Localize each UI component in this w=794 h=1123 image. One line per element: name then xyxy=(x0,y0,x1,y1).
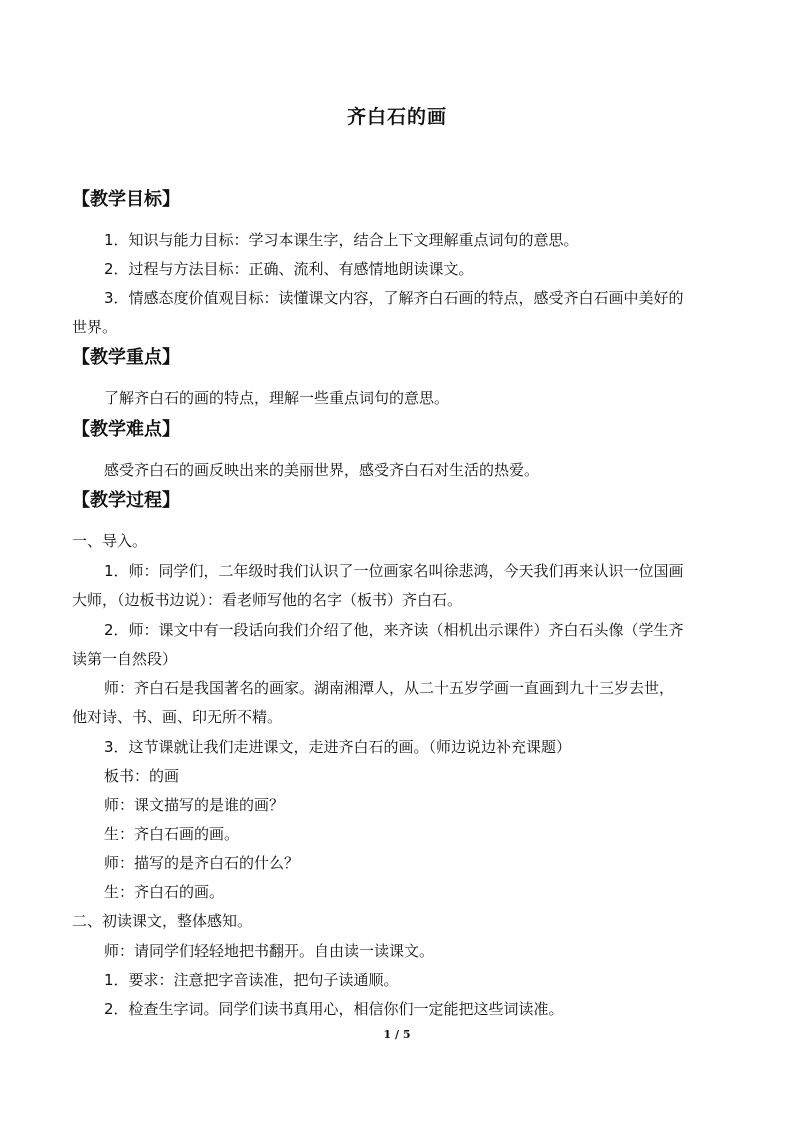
objective-item-3-line-2: 世界。 xyxy=(72,318,118,336)
process-part-1-item-3: 3．这节课就让我们走进课文，走进齐白石的画。（师边说边补充课题） xyxy=(104,738,572,756)
process-part-2-item-1: 1．要求：注意把字音读准，把句子读通顺。 xyxy=(104,971,399,989)
section-heading-difficulties: 【教学难点】 xyxy=(72,419,180,440)
objective-item-3-line-1: 3．情感态度价值观目标：读懂课文内容，了解齐白石画的特点，感受齐白石画中美好的 xyxy=(104,289,684,307)
process-part-1-question-1: 师：课文描写的是谁的画？ xyxy=(104,796,285,814)
objective-item-2: 2．过程与方法目标：正确、流利、有感情地朗读课文。 xyxy=(104,260,474,278)
process-part-1-item-2-line-2: 读第一自然段） xyxy=(72,650,178,668)
objective-item-1: 1．知识与能力目标：学习本课生字，结合上下文理解重点词句的意思。 xyxy=(104,231,579,249)
process-part-1-question-2: 师：描写的是齐白石的什么？ xyxy=(104,854,300,872)
process-part-1-title: 一、导入。 xyxy=(72,532,148,550)
section-heading-objectives: 【教学目标】 xyxy=(72,189,180,210)
process-part-2-item-2: 2．检查生字词。同学们读书真用心，相信你们一定能把这些词读准。 xyxy=(104,1000,564,1018)
process-part-1-item-2-line-1: 2．师：课文中有一段话向我们介绍了他，来齐读（相机出示课件）齐白石头像（学生齐 xyxy=(104,621,684,639)
difficulties-text: 感受齐白石的画反映出来的美丽世界，感受齐白石对生活的热爱。 xyxy=(104,461,540,479)
section-heading-key-points: 【教学重点】 xyxy=(72,347,180,368)
page-number: 1 / 5 xyxy=(383,1028,411,1041)
process-part-1-teacher-line-1: 师：齐白石是我国著名的画家。湖南湘潭人，从二十五岁学画一直画到九十三岁去世， xyxy=(104,679,675,697)
process-part-1-answer-1: 生：齐白石画的画。 xyxy=(104,825,240,843)
process-part-2-title: 二、初读课文，整体感知。 xyxy=(72,912,253,930)
section-heading-process: 【教学过程】 xyxy=(72,490,180,511)
process-part-1-board: 板书：的画 xyxy=(104,767,180,785)
process-part-1-answer-2: 生：齐白石的画。 xyxy=(104,883,225,901)
process-part-1-item-1-line-1: 1．师：同学们，二年级时我们认识了一位画家名叫徐悲鸿，今天我们再来认识一位国画 xyxy=(104,562,684,580)
document-title: 齐白石的画 xyxy=(346,106,447,128)
process-part-2-teacher: 师：请同学们轻轻地把书翻开。自由读一读课文。 xyxy=(104,942,435,960)
key-points-text: 了解齐白石的画的特点，理解一些重点词句的意思。 xyxy=(104,389,450,407)
process-part-1-item-1-line-2: 大师，（边板书边说）：看老师写他的名字（板书）齐白石。 xyxy=(72,591,463,609)
process-part-1-teacher-line-2: 他对诗、书、画、印无所不精。 xyxy=(72,708,283,726)
